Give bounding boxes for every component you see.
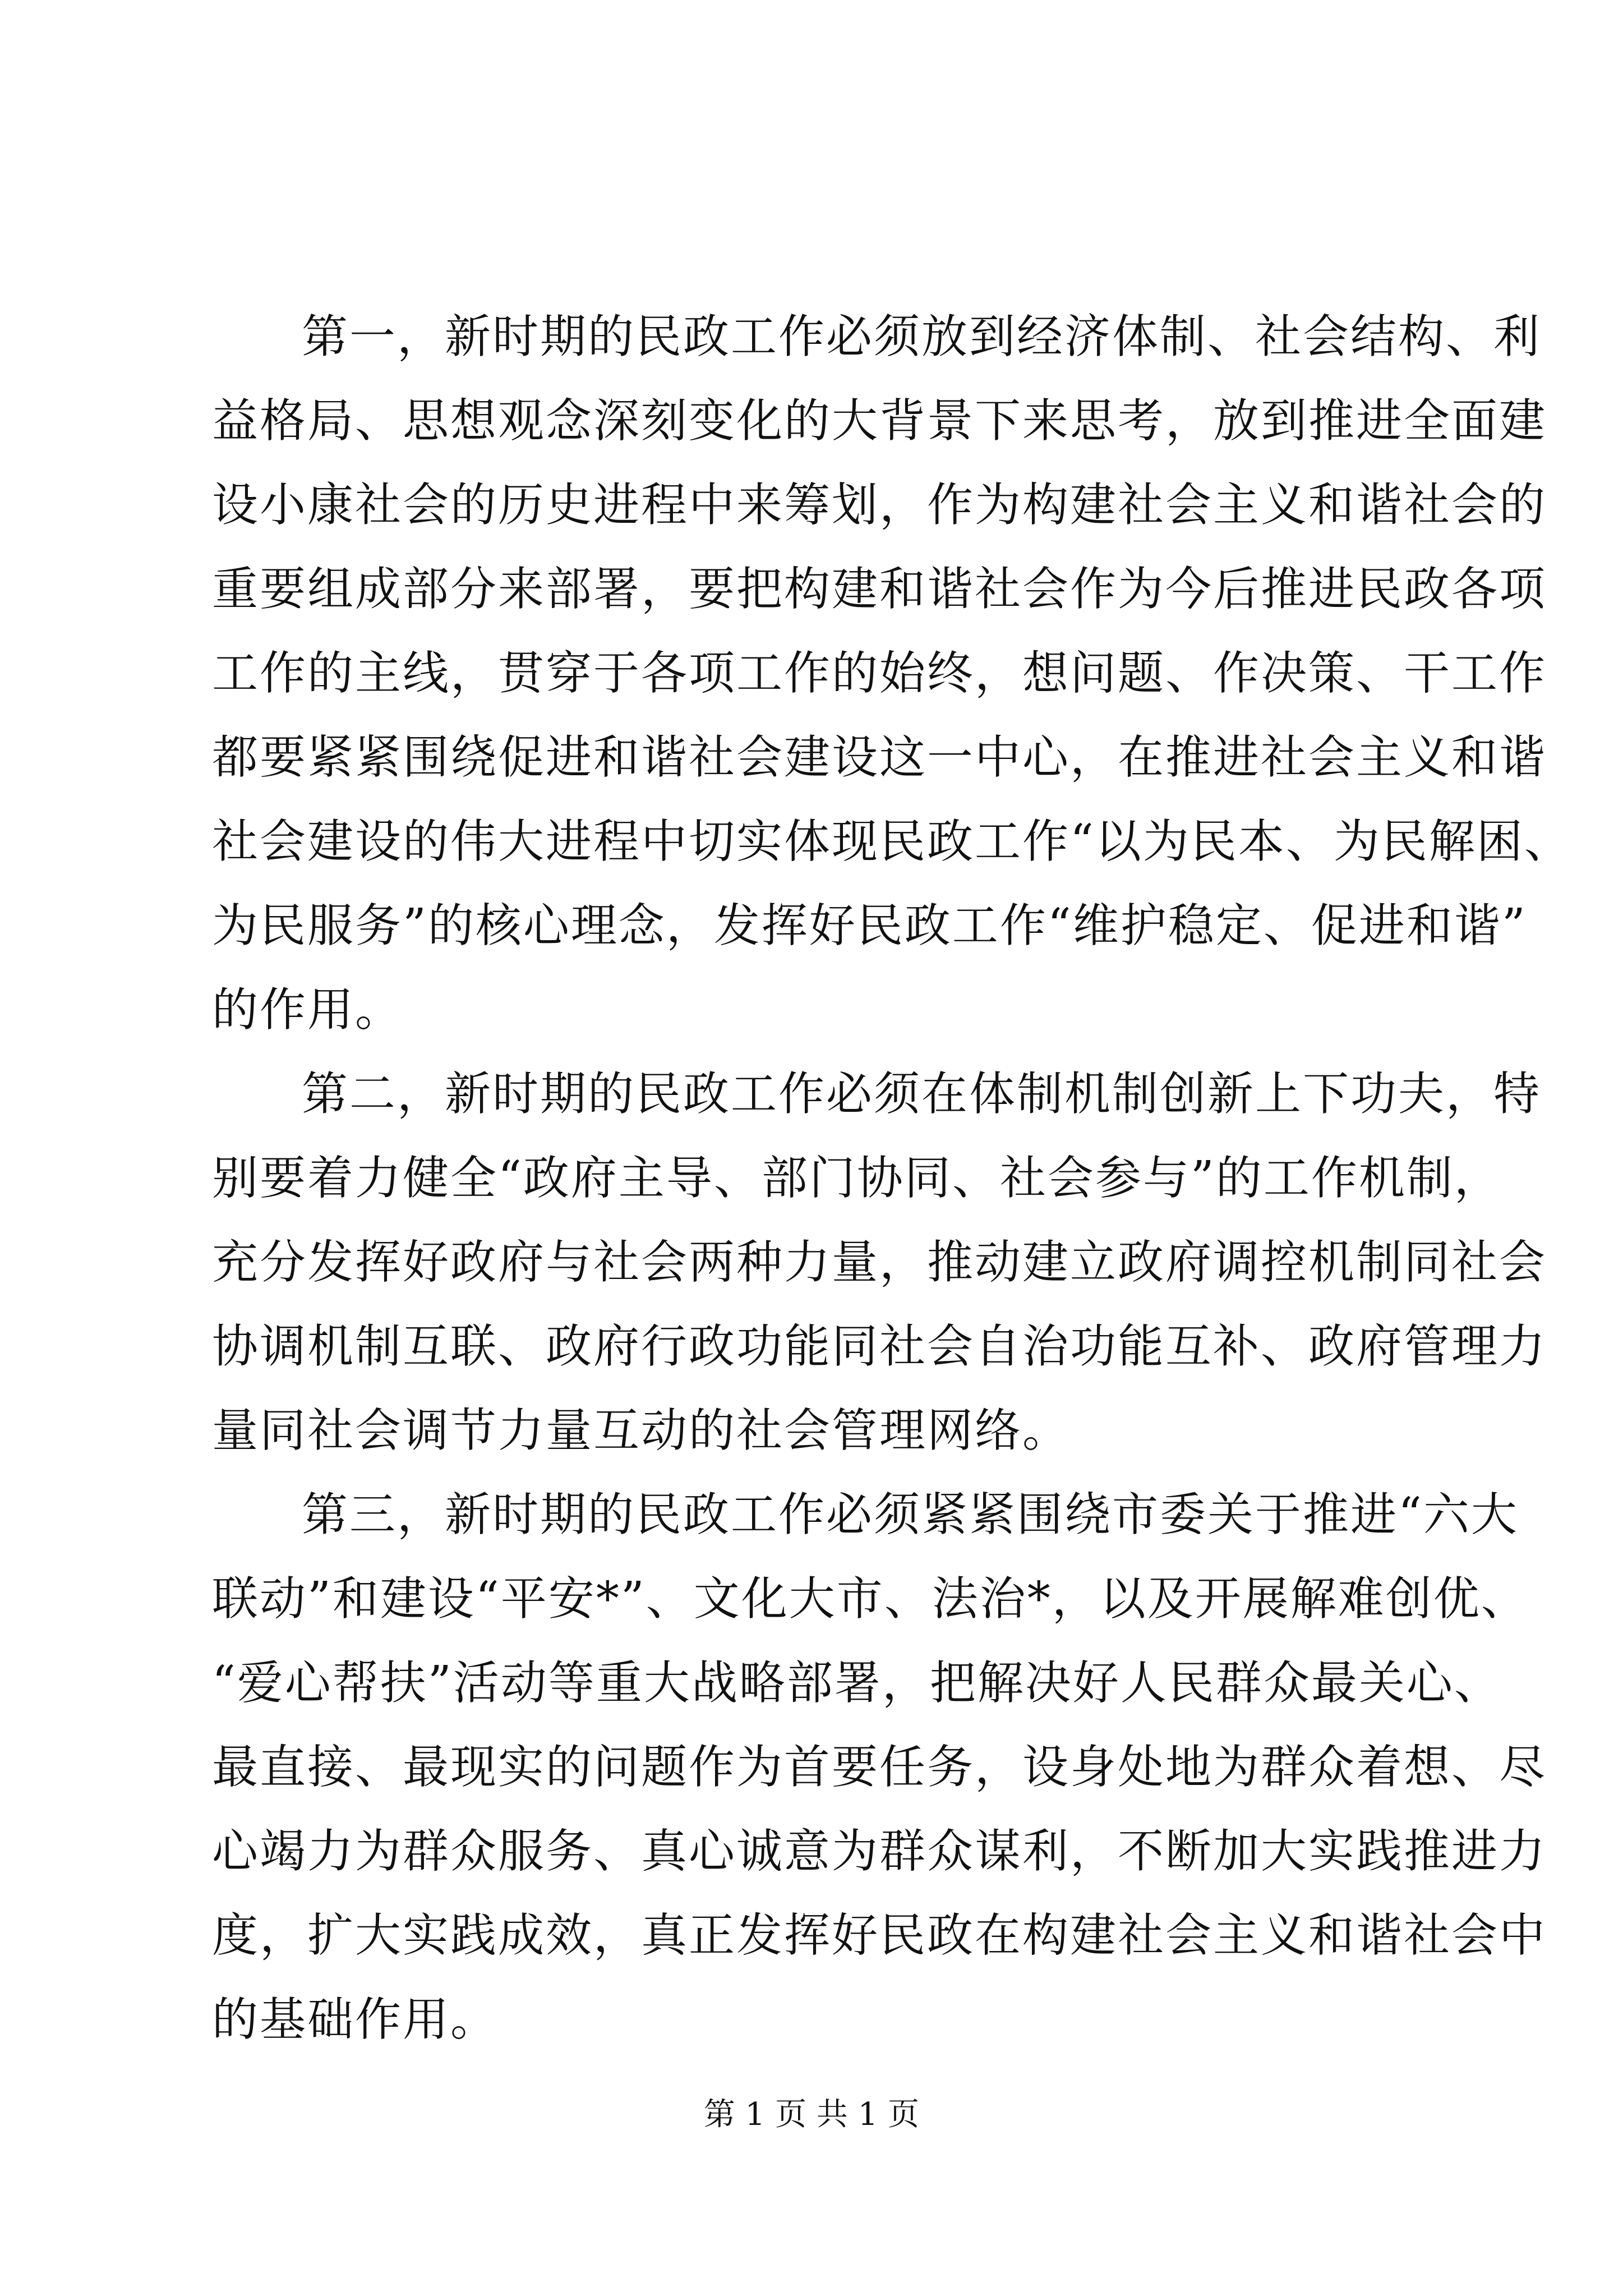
paragraph-3-line-4: 最直接、最现实的问题作为首要任务，设身处地为群众着想、尽 xyxy=(212,1741,1547,1794)
paragraph-3-line-7: 的基础作用。 xyxy=(212,1993,499,2046)
paragraph-1-line-4: 重要组成部分来部署，要把构建和谐社会作为今后推进民政各项 xyxy=(212,563,1547,616)
paragraph-3-line-1: 第三，新时期的民政工作必须紧紧围绕市委关于推进“六大 xyxy=(302,1488,1519,1542)
paragraph-1-line-3: 设小康社会的历史进程中来筹划，作为构建社会主义和谐社会的 xyxy=(212,478,1547,532)
page-footer: 第 1 页 共 1 页 xyxy=(703,2096,920,2133)
paragraph-1-line-9: 的作用。 xyxy=(212,983,403,1037)
paragraph-3-line-2: 联动”和建设“平安*”、文化大市、法治*，以及开展解难创优、 xyxy=(212,1572,1529,1626)
paragraph-1-line-5: 工作的主线，贯穿于各项工作的始终，想问题、作决策、干工作 xyxy=(212,647,1547,700)
paragraph-3-line-5: 心竭力为群众服务、真心诚意为群众谋利，不断加大实践推进力 xyxy=(212,1825,1547,1878)
paragraph-2-line-5: 量同社会调节力量互动的社会管理网络。 xyxy=(212,1404,1071,1457)
paragraph-2-line-1: 第二，新时期的民政工作必须在体制机制创新上下功夫，特 xyxy=(302,1068,1542,1121)
paragraph-2-line-3: 充分发挥好政府与社会两种力量，推动建立政府调控机制同社会 xyxy=(212,1236,1547,1289)
paragraph-3-line-3: “爱心帮扶”活动等重大战略部署，把解决好人民群众最关心、 xyxy=(212,1657,1502,1710)
paragraph-1-line-7: 社会建设的伟大进程中切实体现民政工作“以为民本、为民解困、 xyxy=(212,815,1572,868)
paragraph-1-line-6: 都要紧紧围绕促进和谐社会建设这一中心，在推进社会主义和谐 xyxy=(212,731,1547,784)
paragraph-2-line-2: 别要着力健全“政府主导、部门协同、社会参与”的工作机制， xyxy=(212,1152,1502,1205)
paragraph-1-line-1: 第一，新时期的民政工作必须放到经济体制、社会结构、利 xyxy=(302,310,1542,364)
paragraph-1-line-8: 为民服务”的核心理念，发挥好民政工作“维护稳定、促进和谐” xyxy=(212,899,1527,953)
paragraph-2-line-4: 协调机制互联、政府行政功能同社会自治功能互补、政府管理力 xyxy=(212,1320,1547,1373)
paragraph-3-line-6: 度，扩大实践成效，真正发挥好民政在构建社会主义和谐社会中 xyxy=(212,1909,1547,1962)
paragraph-1-line-2: 益格局、思想观念深刻变化的大背景下来思考，放到推进全面建 xyxy=(212,394,1547,448)
